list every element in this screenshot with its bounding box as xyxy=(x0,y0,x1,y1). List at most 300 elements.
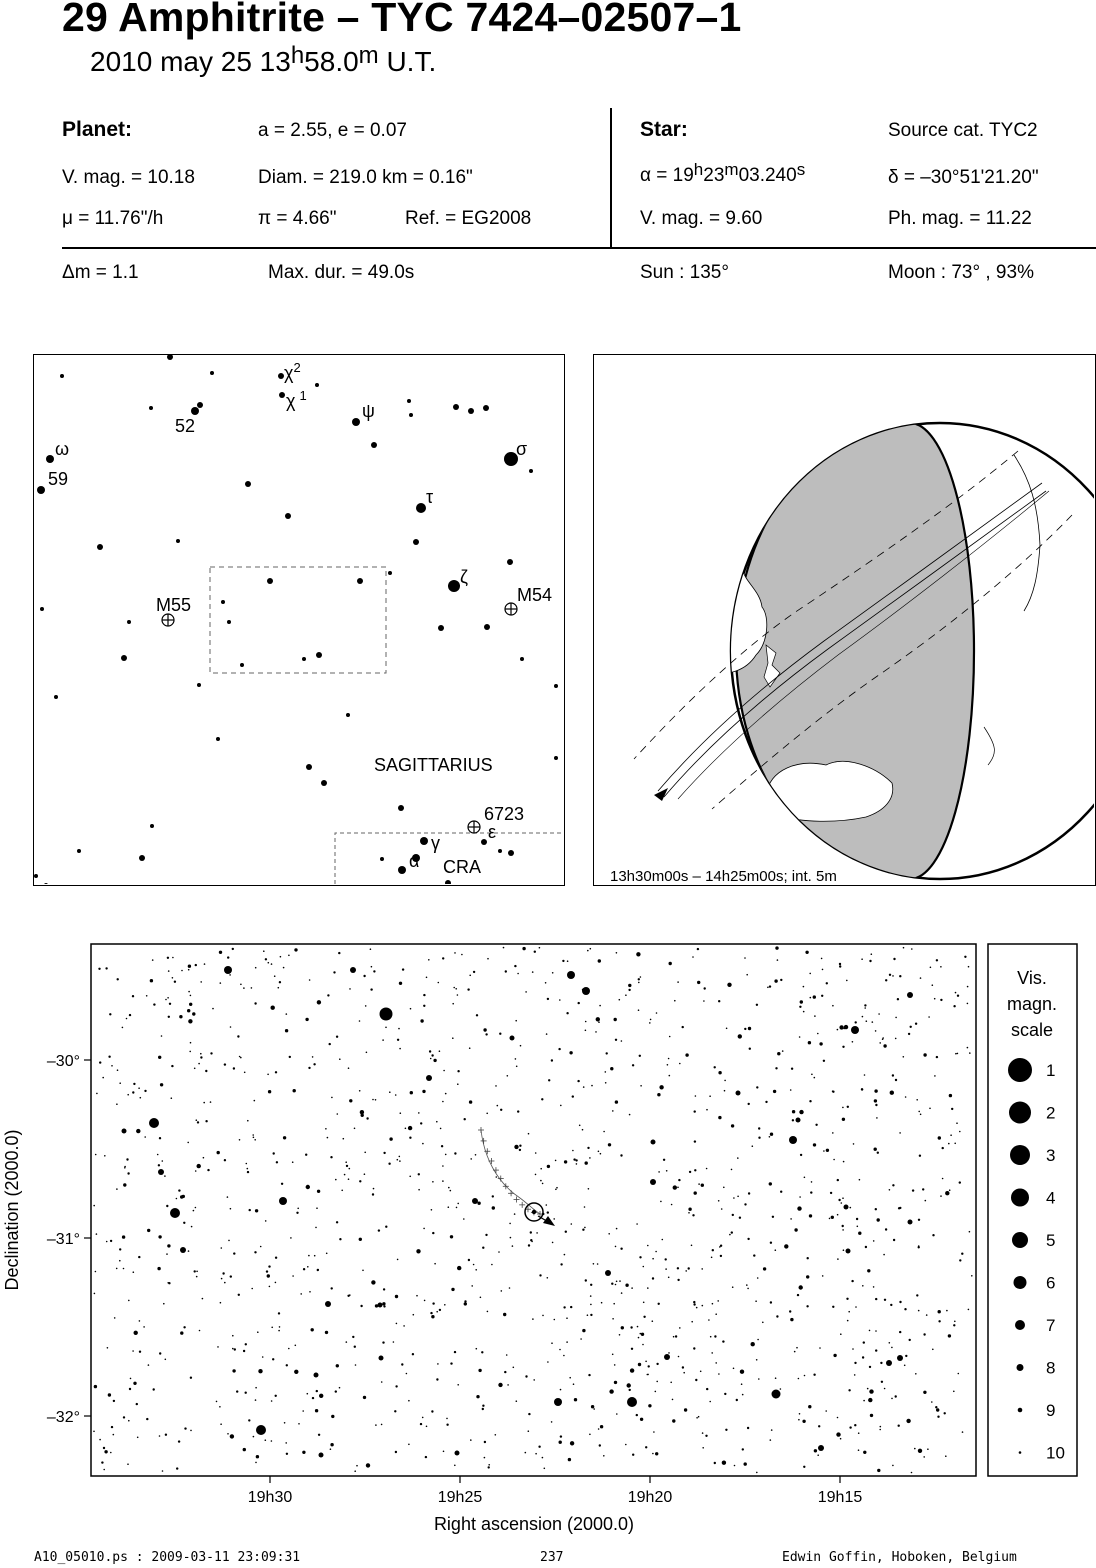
chart-star xyxy=(736,1399,738,1401)
chart-star xyxy=(632,1064,634,1066)
chart-star xyxy=(294,1370,298,1374)
chart-star xyxy=(153,1388,155,1390)
chart-star xyxy=(130,1378,132,1380)
chart-star xyxy=(660,1201,662,1203)
chart-star xyxy=(232,1335,234,1337)
chart-star xyxy=(744,1203,746,1205)
chart-star xyxy=(715,1362,717,1364)
chart-star xyxy=(702,1447,704,1449)
chart-star xyxy=(122,1129,127,1134)
chart-star xyxy=(949,1094,952,1097)
chart-star xyxy=(914,1448,916,1450)
finder-star xyxy=(321,780,327,786)
chart-star xyxy=(848,1311,850,1313)
label-cra: CRA xyxy=(443,857,482,877)
chart-star xyxy=(718,1373,720,1375)
chart-star xyxy=(700,1371,702,1373)
chart-star xyxy=(741,1383,743,1385)
chart-star xyxy=(590,1314,592,1316)
chart-star xyxy=(855,1021,857,1023)
chart-star xyxy=(949,1189,951,1191)
chart-star xyxy=(535,1453,537,1455)
chart-star xyxy=(560,1435,562,1437)
chart-star xyxy=(833,1354,836,1357)
chart-star xyxy=(178,1189,180,1191)
chart-star xyxy=(382,1039,384,1041)
chart-star xyxy=(765,1101,767,1103)
y-tick-2: –32° xyxy=(46,1409,80,1426)
chart-star xyxy=(516,1066,518,1068)
chart-star xyxy=(937,1416,939,1418)
chart-star xyxy=(360,1305,362,1307)
chart-star xyxy=(871,953,873,955)
chart-star xyxy=(188,1250,190,1252)
chart-star xyxy=(295,1345,297,1347)
chart-star xyxy=(275,1257,277,1259)
chart-star xyxy=(886,1360,892,1366)
chart-star xyxy=(629,1114,631,1116)
chart-star xyxy=(903,1056,905,1058)
finder-star xyxy=(371,442,377,448)
chart-star xyxy=(968,966,970,968)
chart-star xyxy=(128,1420,130,1422)
chart-star xyxy=(174,981,176,983)
chart-star xyxy=(890,1091,894,1095)
planet-reference: Ref. = EG2008 xyxy=(405,208,532,229)
chart-star xyxy=(473,971,475,973)
chart-star xyxy=(598,1151,600,1153)
chart-star xyxy=(616,1413,618,1415)
chart-star xyxy=(851,1026,859,1034)
chart-star xyxy=(953,1391,955,1393)
chart-star xyxy=(547,1211,549,1213)
chart-star xyxy=(268,962,270,964)
chart-star xyxy=(117,978,119,980)
finder-star xyxy=(409,413,413,417)
chart-star xyxy=(331,1287,333,1289)
chart-star xyxy=(247,1168,249,1170)
chart-star xyxy=(168,1016,170,1018)
chart-star xyxy=(168,1282,170,1284)
chart-star xyxy=(159,1352,161,1354)
chart-star xyxy=(308,1067,310,1069)
chart-star xyxy=(763,1267,766,1270)
chart-star xyxy=(263,950,265,952)
chart-star xyxy=(931,1401,933,1403)
chart-star xyxy=(406,1373,408,1375)
chart-star xyxy=(566,1317,568,1319)
chart-star xyxy=(712,1249,714,1251)
chart-star xyxy=(480,1297,482,1299)
chart-star xyxy=(222,1272,224,1274)
chart-star xyxy=(612,1110,614,1112)
chart-star xyxy=(652,1320,654,1322)
chart-star xyxy=(372,1193,374,1195)
chart-star xyxy=(587,1314,589,1316)
chart-star xyxy=(718,1200,720,1202)
chart-star xyxy=(354,1128,356,1130)
finder-star xyxy=(407,399,411,403)
chart-star xyxy=(200,1053,202,1055)
chart-star xyxy=(535,1174,537,1176)
chart-star xyxy=(181,970,183,972)
chart-star xyxy=(311,1328,314,1331)
chart-star xyxy=(366,1463,370,1467)
chart-star xyxy=(265,1220,267,1222)
chart-star xyxy=(897,998,899,1000)
legend-label-mag-9: 9 xyxy=(1046,1401,1056,1420)
chart-star xyxy=(362,1270,364,1272)
chart-star xyxy=(899,1331,901,1333)
chart-star xyxy=(531,1241,533,1243)
label-sigma: σ xyxy=(516,439,528,459)
chart-star xyxy=(839,965,841,967)
planet-orbit: a = 2.55, e = 0.07 xyxy=(258,120,407,141)
chart-star xyxy=(780,979,782,981)
chart-star xyxy=(256,1425,266,1435)
chart-star xyxy=(846,1249,851,1254)
chart-star xyxy=(219,951,222,954)
chart-star xyxy=(613,1303,615,1305)
chart-star xyxy=(484,1441,486,1443)
chart-star xyxy=(203,1102,205,1104)
chart-star xyxy=(117,1069,119,1071)
page-title: 29 Amphitrite – TYC 7424–02507–1 xyxy=(62,0,742,40)
chart-star xyxy=(169,1003,171,1005)
chart-star xyxy=(775,1377,777,1379)
chart-star xyxy=(113,1400,115,1402)
chart-star xyxy=(694,1191,697,1194)
chart-star xyxy=(876,1117,878,1119)
chart-star xyxy=(938,1310,941,1313)
chart-star xyxy=(777,1052,780,1055)
chart-star xyxy=(484,1457,486,1459)
chart-star xyxy=(562,960,564,962)
chart-star xyxy=(114,1317,116,1319)
chart-star xyxy=(821,958,823,960)
finder-star xyxy=(481,839,487,845)
chart-star xyxy=(718,1000,720,1002)
chart-star xyxy=(863,1451,866,1454)
chart-star xyxy=(748,1192,750,1194)
chart-star xyxy=(895,1038,897,1040)
finder-star xyxy=(167,355,173,360)
chart-star xyxy=(675,1335,677,1337)
chart-star xyxy=(153,1003,155,1005)
chart-star xyxy=(875,1104,877,1106)
chart-star xyxy=(945,1191,949,1195)
chart-star xyxy=(656,1012,658,1014)
chart-star xyxy=(852,1041,854,1043)
finder-star xyxy=(388,571,392,575)
chart-star xyxy=(916,1099,918,1101)
chart-star xyxy=(178,1440,180,1442)
chart-star xyxy=(564,1254,566,1256)
chart-star xyxy=(268,1265,270,1267)
chart-star xyxy=(187,1142,189,1144)
chart-star xyxy=(601,1302,603,1304)
chart-star xyxy=(453,987,455,989)
chart-star xyxy=(409,1176,411,1178)
chart-star xyxy=(346,1341,348,1343)
chart-star xyxy=(312,1397,314,1399)
chart-star xyxy=(833,1159,835,1161)
chart-star xyxy=(495,1085,497,1087)
chart-star xyxy=(497,1105,499,1107)
chart-star xyxy=(224,1282,226,1284)
max-duration: Max. dur. = 49.0s xyxy=(268,262,415,283)
chart-star xyxy=(220,1302,222,1304)
chart-star xyxy=(164,1175,166,1177)
chart-star xyxy=(418,1189,420,1191)
chart-star xyxy=(196,1119,198,1121)
chart-star xyxy=(892,1074,894,1076)
chart-star xyxy=(116,1188,118,1190)
chart-star xyxy=(819,1042,822,1045)
chart-star xyxy=(967,1047,969,1049)
chart-star xyxy=(813,1374,815,1376)
chart-star xyxy=(638,982,640,984)
globe-svg xyxy=(594,355,1094,884)
chart-star xyxy=(864,1007,866,1009)
chart-star xyxy=(866,1020,868,1022)
chart-star xyxy=(679,1063,681,1065)
chart-star xyxy=(425,1456,427,1458)
chart-star xyxy=(475,1269,477,1271)
chart-star xyxy=(157,1267,160,1270)
legend-marker-mag-3 xyxy=(1010,1145,1030,1165)
chart-star xyxy=(230,1275,232,1277)
chart-star xyxy=(265,958,267,960)
chart-star xyxy=(500,1109,502,1111)
chart-star xyxy=(922,1188,924,1190)
chart-star xyxy=(172,977,174,979)
chart-star xyxy=(777,959,779,961)
chart-star xyxy=(725,1429,727,1431)
chart-star xyxy=(852,1348,854,1350)
chart-star xyxy=(956,1122,958,1124)
finder-star xyxy=(240,663,244,667)
chart-star xyxy=(589,1157,591,1159)
chart-star xyxy=(133,1083,135,1085)
finder-star xyxy=(34,874,38,878)
chart-star xyxy=(590,1295,592,1297)
chart-star xyxy=(229,974,231,976)
chart-star xyxy=(570,1306,572,1308)
legend-marker-mag-9 xyxy=(1018,1408,1023,1413)
finder-star xyxy=(508,850,514,856)
chart-star xyxy=(146,995,148,997)
chart-star xyxy=(560,1263,562,1265)
chart-star xyxy=(584,1227,586,1229)
chart-star xyxy=(771,1429,773,1431)
chart-star xyxy=(495,1434,497,1436)
chart-star xyxy=(598,959,601,962)
chart-star xyxy=(547,1361,549,1363)
star-phmag: Ph. mag. = 11.22 xyxy=(888,208,1032,229)
chart-star xyxy=(677,1267,679,1269)
chart-star xyxy=(309,1291,311,1293)
chart-star xyxy=(962,1431,964,1433)
chart-star xyxy=(915,1373,917,1375)
chart-star xyxy=(520,1045,522,1047)
footer-page: 237 xyxy=(540,1550,564,1565)
finder-star xyxy=(316,652,322,658)
chart-star xyxy=(578,1002,580,1004)
chart-star xyxy=(809,1100,811,1102)
chart-star xyxy=(769,1182,772,1185)
chart-star xyxy=(889,974,891,976)
chart-star xyxy=(512,1245,514,1247)
chart-star xyxy=(729,1234,731,1236)
chart-star xyxy=(858,1432,860,1434)
label-zeta: ζ xyxy=(460,567,468,587)
chart-star xyxy=(575,1159,577,1161)
chart-star xyxy=(179,1015,182,1018)
chart-star xyxy=(403,1325,405,1327)
chart-star xyxy=(959,1131,961,1133)
chart-star xyxy=(380,1008,393,1021)
chart-star xyxy=(298,1423,300,1425)
chart-star xyxy=(204,963,206,965)
chart-star xyxy=(850,1207,852,1209)
chart-star xyxy=(940,966,942,968)
chart-star xyxy=(863,1400,865,1402)
chart-star xyxy=(652,1258,654,1260)
chart-star xyxy=(677,1187,679,1189)
chart-star xyxy=(517,973,519,975)
x-tick-2: 19h20 xyxy=(627,1489,673,1506)
chart-star xyxy=(682,1026,684,1028)
chart-star xyxy=(399,982,402,985)
chart-star xyxy=(695,1379,697,1381)
chart-star xyxy=(124,1166,126,1168)
chart-star xyxy=(469,1047,471,1049)
chart-star xyxy=(446,1418,448,1420)
chart-star xyxy=(898,1425,900,1427)
chart-star xyxy=(499,1033,501,1035)
finder-star xyxy=(554,684,558,688)
chart-star xyxy=(796,1118,801,1123)
svg-text:magn.: magn. xyxy=(1006,994,1058,1014)
chart-star xyxy=(892,975,894,977)
chart-star xyxy=(648,1404,651,1407)
chart-star xyxy=(903,947,905,949)
chart-star xyxy=(591,1405,594,1408)
chart-star xyxy=(874,1089,877,1092)
chart-star xyxy=(552,1242,554,1244)
chart-star xyxy=(515,1147,517,1149)
chart-star xyxy=(348,1178,350,1180)
chart-star xyxy=(744,1462,747,1465)
chart-star xyxy=(920,1114,922,1116)
chart-star xyxy=(329,1043,331,1045)
star-declination: δ = –30°51'21.20" xyxy=(888,167,1039,188)
chart-star xyxy=(203,1157,205,1159)
chart-star xyxy=(918,1449,922,1453)
chart-star xyxy=(96,1233,98,1235)
chart-star xyxy=(855,1306,857,1308)
chart-star xyxy=(799,1006,801,1008)
chart-star xyxy=(283,967,285,969)
finder-star xyxy=(127,620,131,624)
chart-star xyxy=(397,1259,399,1261)
chart-star xyxy=(647,1287,649,1289)
chart-star xyxy=(516,1400,518,1402)
chart-star xyxy=(547,998,549,1000)
chart-star xyxy=(616,1228,618,1230)
chart-star xyxy=(938,1136,941,1139)
chart-star xyxy=(339,1238,341,1240)
chart-star xyxy=(349,1168,351,1170)
chart-star xyxy=(848,1389,850,1391)
chart-star xyxy=(696,1307,698,1309)
chart-star xyxy=(818,1425,820,1427)
chart-star xyxy=(664,1354,670,1360)
chart-star xyxy=(669,1036,671,1038)
finder-star xyxy=(416,503,426,513)
chart-star xyxy=(885,979,887,981)
chart-star xyxy=(636,952,640,956)
chart-star xyxy=(240,1057,242,1059)
chart-star xyxy=(188,965,191,968)
chart-star xyxy=(891,1398,893,1400)
chart-star xyxy=(316,1207,318,1209)
chart-star xyxy=(104,1450,107,1453)
chart-star xyxy=(364,1152,366,1154)
chart-star xyxy=(942,1178,944,1180)
chart-star xyxy=(794,1351,796,1353)
chart-star xyxy=(138,1087,140,1089)
chart-star xyxy=(669,1075,671,1077)
chart-star xyxy=(905,1096,907,1098)
finder-star xyxy=(507,559,513,565)
chart-star xyxy=(957,995,959,997)
chart-star xyxy=(356,1465,358,1467)
chart-star xyxy=(747,1288,749,1290)
globe-panel xyxy=(593,354,1096,886)
chart-star xyxy=(794,1228,797,1231)
finder-star xyxy=(267,578,273,584)
chart-star xyxy=(619,1280,621,1282)
chart-star xyxy=(890,1304,892,1306)
chart-star xyxy=(483,1028,486,1031)
chart-star xyxy=(608,1233,610,1235)
chart-star xyxy=(202,1298,204,1300)
chart-star xyxy=(814,1015,816,1017)
planet-parallax: π = 4.66" xyxy=(258,208,337,229)
chart-star xyxy=(967,1003,969,1005)
chart-star xyxy=(116,1103,118,1105)
star-chart xyxy=(0,930,1096,1540)
chart-star xyxy=(693,1347,695,1349)
chart-star xyxy=(770,1439,772,1441)
chart-star xyxy=(706,1388,708,1390)
label-alpha: α xyxy=(409,851,420,871)
chart-star xyxy=(867,1388,869,1390)
x-tick-labels xyxy=(248,1489,863,1506)
chart-star xyxy=(289,1056,291,1058)
chart-star xyxy=(560,1105,562,1107)
chart-star xyxy=(558,1048,560,1050)
chart-star xyxy=(385,1226,387,1228)
chart-star xyxy=(190,1430,192,1432)
chart-star xyxy=(627,1397,637,1407)
chart-star xyxy=(278,987,280,989)
chart-star xyxy=(535,1152,537,1154)
chart-star xyxy=(176,1467,178,1469)
svg-text:Vis.: Vis. xyxy=(1017,968,1047,988)
